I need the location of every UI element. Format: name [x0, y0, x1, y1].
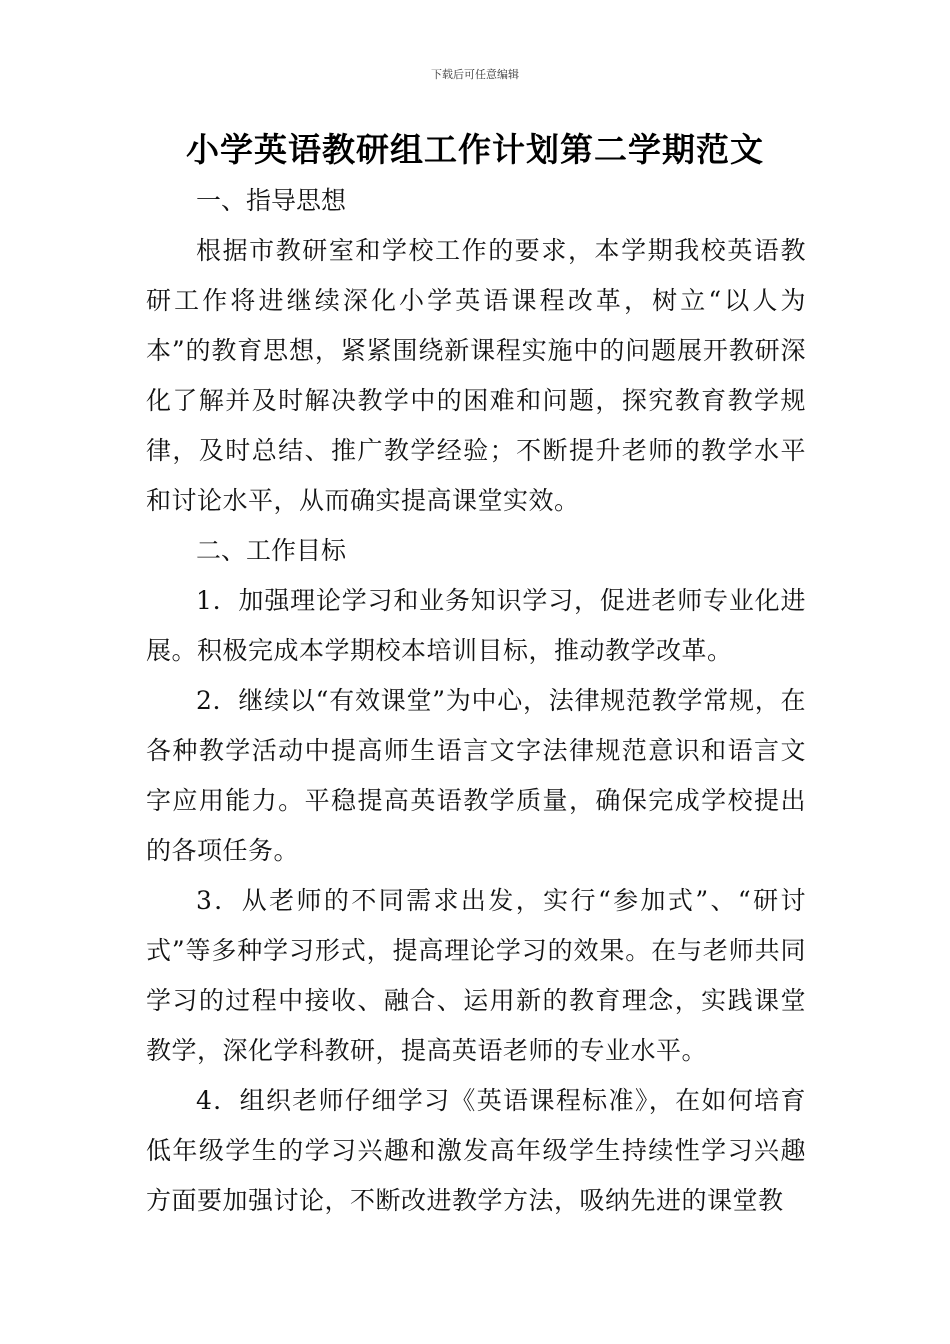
document-body [146, 176, 806, 1226]
section-heading-guiding-thought: 一、指导思想 [196, 186, 347, 215]
header-note: 下载后可任意编辑 [431, 68, 519, 81]
paragraph-goal-3: 3．从老师的不同需求出发，实行“参加式”、“研讨式”等多种学习形式，提高理论学习的效果。在与老师共同学习的过程中接收、融合、运用新的教育理念，实践课堂教学，深化学科教研，提高英语老师的专业水平。 [146, 886, 806, 1065]
paragraph-goal-2: 2．继续以“有效课堂”为中心，法律规范教学常规，在各种教学活动中提高师生语言文字法律规范意识和语言文字应用能力。平稳提高英语教学质量，确保完成学校提出的各项任务。 [146, 686, 806, 865]
paragraph-goal-1: 1．加强理论学习和业务知识学习，促进老师专业化进展。积极完成本学期校本培训目标，推动教学改革。 [146, 586, 806, 665]
paragraph-goal-4: 4．组织老师仔细学习《英语课程标准》，在如何培育低年级学生的学习兴趣和激发高年级学生持续性学习兴趣方面要加强讨论，不断改进教学方法，吸纳先进的课堂教 [146, 1086, 806, 1215]
section-heading-work-goals: 二、工作目标 [196, 536, 347, 565]
paragraph-guiding-thought: 根据市教研室和学校工作的要求，本学期我校英语教研工作将进继续深化小学英语课程改革，树立“以人为本”的教育思想，紧紧围绕新课程实施中的问题展开教研深化了解并及时解决教学中的困难和问题，探究教育教学规律，及时总结、推广教学经验；不断提升老师的教学水平和讨论水平，从而确实提高课堂实效。 [146, 236, 806, 515]
document-title: 小学英语教研组工作计划第二学期范文 [186, 130, 764, 169]
